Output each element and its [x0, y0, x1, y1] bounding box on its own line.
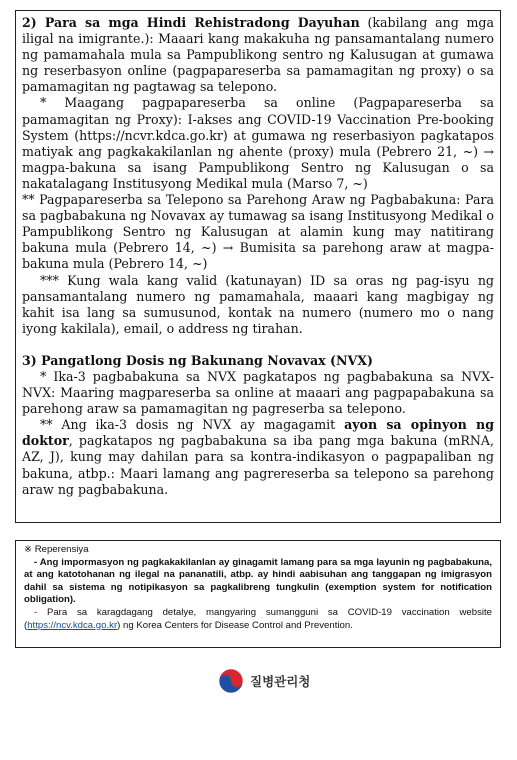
reference-note2-text-end: ) ng Korea Centers for Disease Control and Prevention.	[117, 619, 353, 631]
agency-logo	[218, 668, 310, 694]
main-content-box	[15, 10, 501, 523]
section3-item-nvx: * Ika-3 pagbabakuna sa NVX pagkatapos ng pagbabakuna sa NVX-NVX: Maaring magpareserba sa online at maaari ang pagpapabakuna sa parehong araw sa pamamagitan ng pagreserba sa telepono.	[22, 368, 494, 417]
agency-name: 질병관리청	[250, 674, 311, 689]
reference-note-privacy: - Ang impormasyon ng pagkakakilanlan ay ginagamit lamang para sa mga layunin ng pagbabakuna, at ang katotohanan ng ilegal na pananatili, atbp. ay hindi aabisuhan ang tanggapan ng imigrasyon dahil sa sistema ng notipikasyon sa pagkalibreng tungkulin (exemption system for notification obligation).	[24, 556, 492, 606]
section3-item2-text: ** Ang ika-3 dosis ng NVX ay magagamit	[40, 417, 345, 433]
section3-item-doctor	[22, 417, 494, 497]
section3-item2-text-end: , pagkatapos ng pagbabakuna sa iba pang mga bakuna (mRNA, AZ, J), kung may dahilan para sa kontra-indikasyon o pagpapaliban ng bakuna, atbp.: Maari lamang ang pagrereserba sa telepono sa parehong araw ng pagbabakuna.	[22, 433, 494, 497]
kdca-website-link[interactable]: https://ncv.kdca.go.kr	[27, 619, 118, 631]
section2-item-online: * Maagang pagpapareserba sa online (Pagpapareserba sa pamamagitan ng Proxy): I-akses ang COVID-19 Vaccination Pre-booking System (https://ncvr.kdca.go.kr) at gumawa ng reserbasiyon pagkatapos matiyak ang pagkakakilanlan ng ahente (proxy) mula (Pebrero 21, ~) → magpa-bakuna sa isang Pampublikong Sentro ng Kalusugan o sa nakatalagang Institusyong Medikal mula (Marso 7, ~)	[22, 95, 494, 191]
taegeuk-emblem-icon	[218, 668, 244, 694]
section2-description: (kabilang ang mga iligal na imigrante.): Maaari kang makakuha ng pansamantalang numero ng pamamahala mula sa Pampublikong sentro ng Kalusugan at gumawa ng reserbasyon online (pagpapareserba sa pamamagitan ng proxy) o sa pamamagitan ng pagtawag sa telepono.	[22, 15, 494, 95]
reference-title: ※ Reperensiya	[24, 544, 89, 555]
section2-intro	[22, 15, 494, 95]
section3-heading: 3) Pangatlong Dosis ng Bakunang Novavax (NVX)	[22, 352, 373, 368]
section3-item2-bold: ayon sa opinyon ng doktor	[22, 417, 494, 449]
section2-item-phone: ** Pagpapareserba sa Telepono sa Parehong Araw ng Pagbabakuna: Para sa pagbabakuna ng Novavax ay tumawag sa isang Institusyong Medikal o Pampublikong Sentro ng Kalusugan at alamin kung may natitirang bakuna mula (Pebrero 14, ~) → Bumisita sa parehong araw at magpa-bakuna mula (Pebrero 14, ~)	[22, 192, 494, 272]
reference-note2-text: - Para sa karagdagang detalye, mangyaring sumangguni sa COVID-19 vaccination website (	[24, 606, 492, 631]
reference-box	[15, 540, 501, 648]
section2-item-id: *** Kung wala kang valid (katunayan) ID sa oras ng pag-isyu ng pansamantalang numero ng pamamahala, maaari kang magbigay ng kahit isa lang sa sumusunod, kontak na numero (numero mo o nang iyong kakilala), email, o address ng tirahan.	[22, 272, 494, 336]
section2-heading: 2) Para sa mga Hindi Rehistradong Dayuhan	[22, 15, 360, 30]
reference-note-website	[24, 607, 492, 632]
